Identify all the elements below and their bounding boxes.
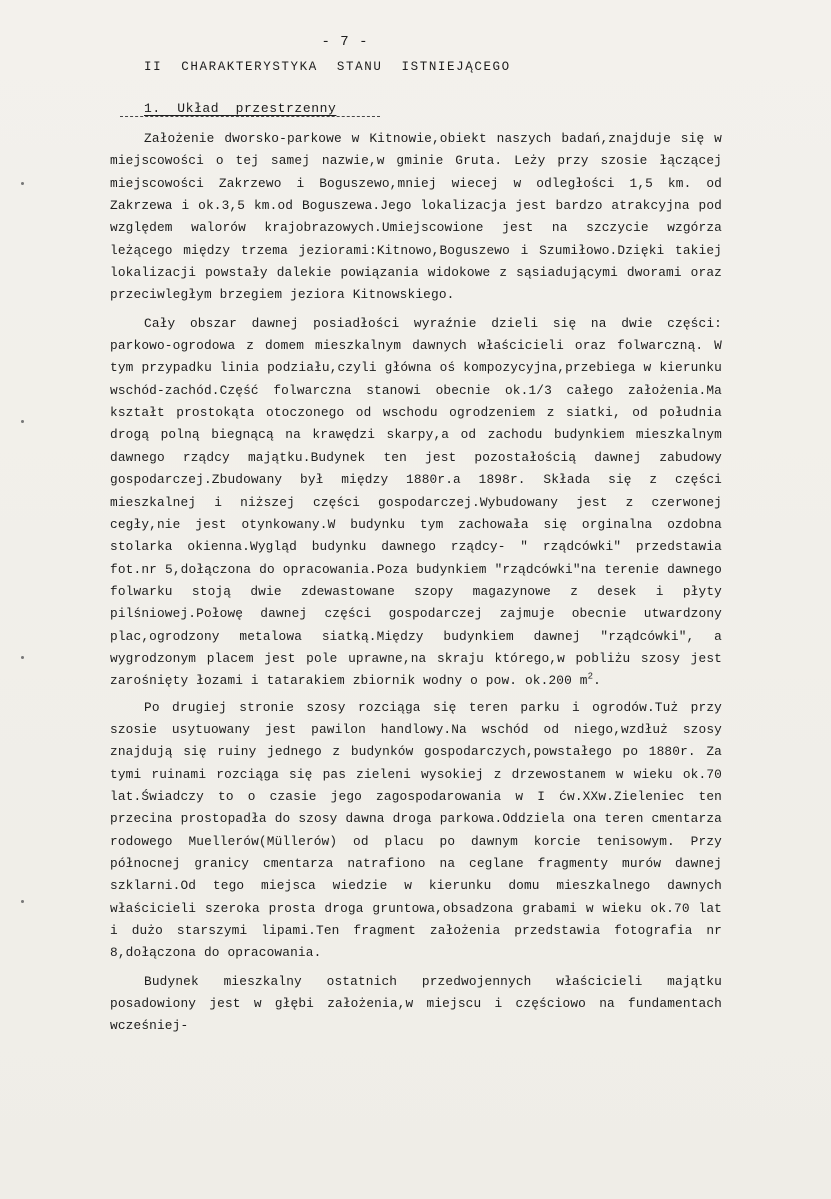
heading-underline <box>120 116 380 117</box>
scan-dot-mark <box>21 900 24 903</box>
scan-dot-mark <box>21 656 24 659</box>
body-text <box>110 128 722 1044</box>
paragraph-1: Założenie dworsko-parkowe w Kitnowie,obiekt naszych badań,znajduje się w miejscowości o tej samej nazwie,w gminie Gruta. Leży przy szosie łączącej miejscowości Zakrzewo i Boguszewo,mniej wiecej w odległości 1,5 km. od Zakrzewa i ok.3,5 km.od Boguszewa.Jego lokalizacja jest bardzo atrakcyjna pod względem walorów krajobrazowych.Umiejscowione jest na szczycie wzgórza leżącego między trzema jeziorami:Kitnowo,Boguszewo i Szumiłowo.Dzięki takiej lokalizacji powstały dalekie powiązania widokowe z sąsiadującymi dworami oraz przeciwległym brzegiem jeziora Kitnowskiego. <box>110 131 722 303</box>
area-unit-exponent: 2 <box>587 671 594 682</box>
paragraph-2 <box>110 313 722 693</box>
page-number: - 7 - <box>321 34 369 50</box>
scan-dot-mark <box>21 420 24 423</box>
sentence-end: . <box>593 673 601 689</box>
paragraph-2-text: Cały obszar dawnej posiadłości wyraźnie dzieli się na dwie części: parkowo-ogrodowa z domem mieszkalnym dawnych właścicieli oraz folwarczną. W tym przypadku linia podziału,czyli główna oś kompozycyjna,przebiega w kierunku wschód-zachód.Część folwarczna stanowi obecnie ok.1/3 całego założenia.Ma kształt prostokąta otoczonego od wschodu ogrodzeniem z siatki, od południa drogą polną biegnącą na krawędzi skarpy,a od zachodu budynkiem mieszkalnym dawnego rządcy majątku.Budynek ten jest pozostałością dawnej zabudowy gospodarczej.Zbudowany był między 1880r.a 1898r. Składa się z części mieszkalnej i niższej części gospodarczej.Wybudowany jest z czerwonej cegły,nie jest otynkowany.W budynku tym zachowała się orginalna ozdobna stolarka okienna.Wygląd budynku dawnego rządcy- " rządcówki" przedstawia fot.nr 5,dołączona do opracowania.Poza budynkiem "rządcówki"na terenie dawnego folwarku stoją dwie zdewastowane szopy magazynowe z desek i płyty pilśniowej.Połowę dawnej części gospodarczej zajmuje obecnie utwardzony plac,ogrodzony metalowa siatką.Między budynkiem dawnej "rządcówki", a wygrodzonym placem jest pole uprawne,na skraju którego,w pobliżu szosy jest zarośnięty łozami i tatarakiem zbiornik wodny o pow. ok.200 m <box>110 315 722 689</box>
chapter-heading: II CHARAKTERYSTYKA STANU ISTNIEJĄCEGO <box>144 60 511 74</box>
paragraph-4: Budynek mieszkalny ostatnich przedwojennych właścicieli majątku posadowiony jest w głębi założenia,w miejscu i częściowo na fundamentach wcześniej- <box>110 973 722 1034</box>
section-heading: 1. Układ przestrzenny <box>144 101 337 116</box>
scan-dot-mark <box>21 182 24 185</box>
paragraph-3: Po drugiej stronie szosy rozciąga się teren parku i ogrodów.Tuż przy szosie usytuowany jest pawilon handlowy.Na wschód od niego,wzdłuż szosy znajdują się ruiny jednego z budynków gospodarczych,powstałego po 1880r. Za tymi ruinami rozciąga się pas zieleni wysokiej z drzewostanem w wieku ok.70 lat.Świadczy to o czasie jego zagospodarowania w I ćw.XXw.Zieleniec ten przecina prostopadła do szosy dawna droga parkowa.Oddziela ona teren cmentarza rodowego Muellerów(Müllerów) od placu po dawnym korcie tenisowym. Przy północnej granicy cmentarza natrafiono na ceglane fragmenty murów dawnej szklarni.Od tego miejsca wiedzie w kierunku domu mieszkalnego dawnych właścicieli szeroka prosta droga gruntowa,obsadzona grabami w wieku ok.70 lat i dużo starszymi lipami.Ten fragment założenia przedstawia fotografia nr 8,dołączona do opracowania. <box>110 699 722 961</box>
